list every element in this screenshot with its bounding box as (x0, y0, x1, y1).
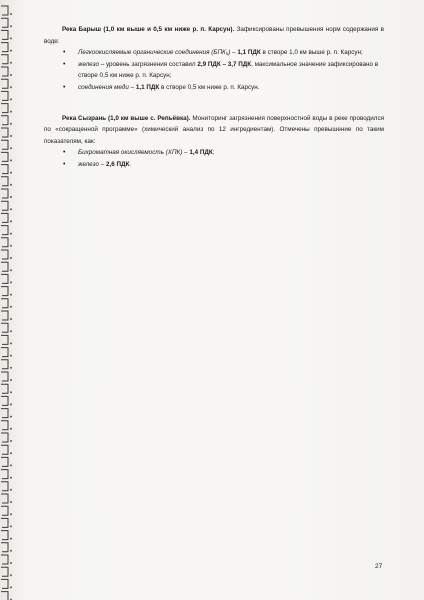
binding-loop (1, 506, 12, 515)
binding-loop (1, 67, 12, 76)
binding-loop (1, 384, 12, 393)
binding-loop (1, 128, 12, 137)
binding-loop (1, 372, 12, 381)
binding-loop (1, 543, 12, 552)
binding-loop (1, 262, 12, 271)
bullet-list-barysh (44, 47, 384, 93)
binding-loop (1, 335, 12, 344)
binding-loop (1, 396, 12, 405)
item-name: железо (78, 160, 99, 168)
binding-loop (1, 140, 12, 149)
item-rest: в створе 1,0 км выше р. п. Карсун; (260, 49, 363, 57)
item-rest: . (129, 160, 132, 168)
item-dash: – уровень загрязнения составил (98, 60, 198, 68)
binding-loop (1, 579, 12, 588)
binding-loop (1, 116, 12, 125)
binding-loop (1, 494, 12, 503)
document-body (44, 24, 384, 171)
section-intro: Зафиксированы превышения норм содержания в воде: (44, 26, 384, 45)
item-rest: ; (212, 149, 215, 157)
binding-loop (1, 592, 12, 600)
binding-loop (1, 433, 12, 442)
binding-loop (1, 6, 12, 15)
list-item (44, 147, 384, 159)
item-name: железо (78, 60, 99, 68)
binding-loop (1, 445, 12, 454)
binding-loop (1, 55, 12, 64)
binding-loop (1, 226, 12, 235)
list-item (44, 159, 384, 171)
binding-loop (1, 91, 12, 100)
item-name: соединения меди (78, 83, 129, 91)
item-value: 2,9 ПДК – 3,7 ПДК (197, 60, 252, 68)
binding-loop (1, 567, 12, 576)
binding-loop (1, 274, 12, 283)
page-number: 27 (375, 563, 383, 570)
binding-loop (1, 421, 12, 430)
binding-loop (1, 238, 12, 247)
list-item (44, 59, 384, 82)
binding-loop (1, 531, 12, 540)
item-value: 1,4 ПДК (189, 149, 213, 157)
section-title: Река Барыш (1,0 км выше и 0,5 км ниже р. п. Карсун). (62, 26, 235, 33)
list-item (44, 82, 384, 94)
binding-loop (1, 104, 12, 113)
binding-loop (1, 152, 12, 161)
item-dash: – (230, 49, 238, 57)
item-dash: – (128, 83, 136, 91)
item-name: Легкоокисляемые органические соединения (БПК₅) (78, 49, 231, 57)
binding-loop (1, 189, 12, 198)
binding-loop (1, 165, 12, 174)
binding-loop (1, 457, 12, 466)
paragraph-syzran (44, 113, 384, 148)
binding-loop (1, 287, 12, 296)
binding-loop (1, 18, 12, 27)
item-dash: – (182, 149, 190, 157)
item-value: 2,6 ПДК (105, 160, 130, 168)
binding-loop (1, 360, 12, 369)
binding-loop (1, 323, 12, 332)
item-name: Бихроматная окисляемость (ХПК) (78, 149, 183, 157)
binding-loop (1, 250, 12, 259)
binding-loop (1, 470, 12, 479)
item-rest: в створе 0,5 км ниже р. п. Карсун. (159, 83, 260, 91)
binding-loop (1, 30, 12, 39)
binding-loop (1, 177, 12, 186)
binding-loop (1, 299, 12, 308)
binding-loop (1, 311, 12, 320)
binding-loop (1, 518, 12, 527)
binding-loop (1, 409, 12, 418)
binding-loop (1, 348, 12, 357)
paragraph-barysh (44, 24, 384, 47)
section-title: Река Сызрань (1,0 км выше с. Репьёвка). (62, 114, 191, 122)
binding-loop (1, 482, 12, 491)
bullet-list-syzran (44, 147, 384, 170)
section-intro: Мониторинг загрязнения поверхностной воды в реке проводился по «сокращенной программе» (химический анализ по 12 ингредиентам). Отмечены превышение по таким показателям, как: (44, 114, 385, 145)
list-item (44, 47, 384, 59)
item-rest: , максимальное значение зафиксировано в створе 0,5 км ниже р. п. Карсун; (78, 60, 379, 80)
item-value: 1,1 ПДК (237, 49, 261, 57)
binding-loop (1, 43, 12, 52)
binding-loop (1, 201, 12, 210)
binding-loop (1, 555, 12, 564)
item-dash: – (98, 160, 106, 168)
binding-loop (1, 213, 12, 222)
spiral-binding (0, 0, 16, 600)
binding-loop (1, 79, 12, 88)
item-value: 1,1 ПДК (135, 83, 160, 91)
